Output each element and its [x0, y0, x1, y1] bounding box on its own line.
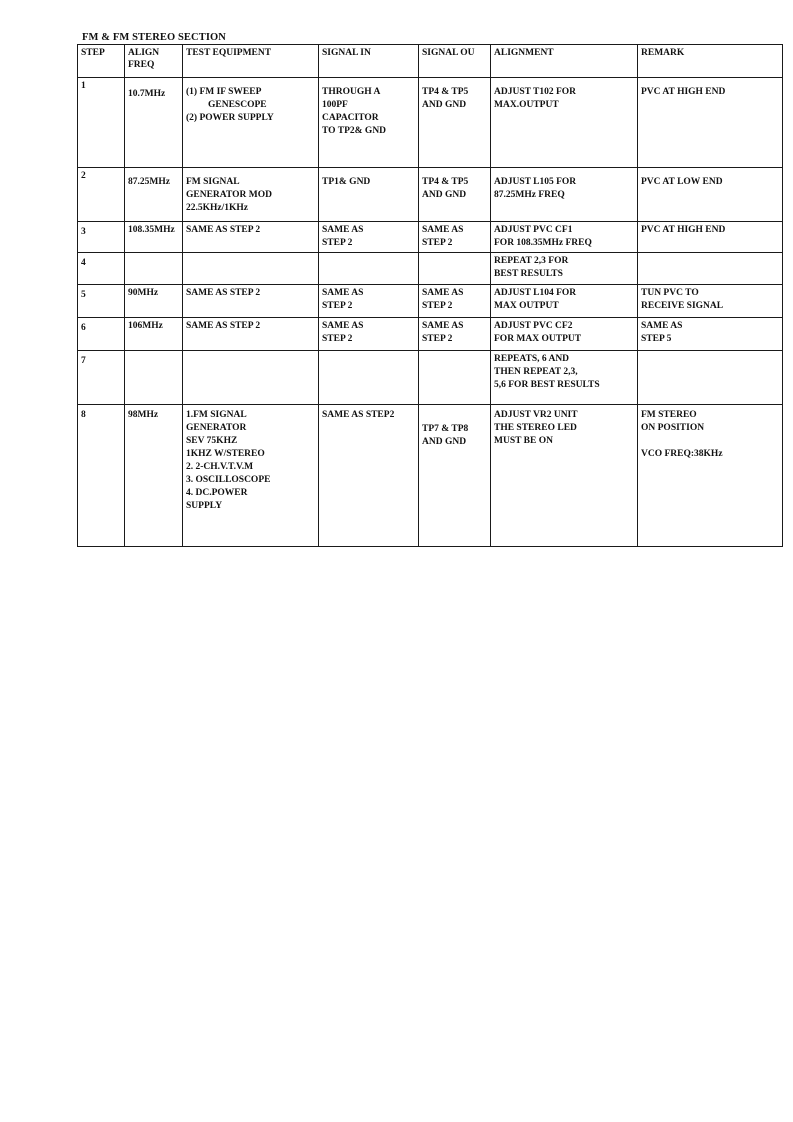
- alignment-line: THE STEREO LED: [494, 423, 577, 433]
- remark-line: SAME AS: [641, 321, 683, 331]
- header-align-freq: ALIGN FREQ: [125, 45, 183, 78]
- header-test-equipment: TEST EQUIPMENT: [183, 45, 319, 78]
- header-remark: REMARK: [638, 45, 783, 78]
- table-row: [78, 168, 783, 222]
- remark-line: ON POSITION: [641, 423, 705, 433]
- signal-out-line: AND GND: [422, 100, 467, 110]
- table-row: [78, 405, 783, 547]
- step-cell: 8: [78, 405, 125, 547]
- signal-out-line: STEP 2: [422, 238, 453, 248]
- table-row: [78, 318, 783, 351]
- signal-out-line: AND GND: [422, 437, 467, 447]
- equipment-line: GENESCOPE: [208, 100, 267, 110]
- equipment-line: 4. DC.POWER: [186, 488, 248, 498]
- alignment-line: 5,6 FOR BEST RESULTS: [494, 380, 600, 390]
- freq-cell: [125, 253, 183, 285]
- freq-cell: 90MHz: [125, 285, 183, 318]
- signal-out-line: TP7 & TP8: [422, 424, 469, 434]
- alignment-line: REPEATS, 6 AND: [494, 354, 570, 364]
- signal-in-cell: [319, 222, 419, 253]
- alignment-line: ADJUST PVC CF1: [494, 225, 573, 235]
- signal-in-line: STEP 2: [322, 238, 353, 248]
- alignment-line: 87.25MHz FREQ: [494, 190, 565, 200]
- freq-cell: 87.25MHz: [125, 168, 183, 222]
- header-row: [78, 45, 783, 78]
- header-alignment: ALIGNMENT: [491, 45, 638, 78]
- signal-in-cell: [319, 78, 419, 168]
- step-cell: 2: [78, 168, 125, 222]
- alignment-cell: [491, 78, 638, 168]
- signal-out-line: TP4 & TP5: [422, 177, 469, 187]
- equipment-line: 22.5KHz/1KHz: [186, 203, 249, 213]
- step-cell: 4: [78, 253, 125, 285]
- alignment-line: ADJUST T102 FOR: [494, 87, 576, 97]
- header-step: STEP: [78, 45, 125, 78]
- alignment-line: REPEAT 2,3 FOR: [494, 256, 569, 266]
- equipment-line: FM SIGNAL: [186, 177, 240, 187]
- alignment-line: ADJUST VR2 UNIT: [494, 410, 578, 420]
- remark-line: PVC AT HIGH END: [641, 87, 726, 97]
- header-signal-out: SIGNAL OU: [419, 45, 491, 78]
- signal-out-cell: [419, 405, 491, 547]
- alignment-cell: [491, 351, 638, 405]
- table-row: [78, 78, 783, 168]
- equipment-cell: [183, 285, 319, 318]
- equipment-cell: [183, 351, 319, 405]
- table-row: [78, 222, 783, 253]
- signal-in-line: STEP 2: [322, 334, 353, 344]
- alignment-cell: [491, 168, 638, 222]
- signal-out-cell: [419, 168, 491, 222]
- signal-out-line: SAME AS: [422, 288, 464, 298]
- signal-in-line: CAPACITOR: [322, 113, 379, 123]
- step-cell: 7: [78, 351, 125, 405]
- remark-line: PVC AT LOW END: [641, 177, 723, 187]
- remark-cell: [638, 405, 783, 547]
- equipment-cell: [183, 78, 319, 168]
- equipment-line: SUPPLY: [186, 501, 223, 511]
- equipment-line: SEV 75KHZ: [186, 436, 238, 446]
- equipment-line: 3. OSCILLOSCOPE: [186, 475, 271, 485]
- signal-out-line: SAME AS: [422, 225, 464, 235]
- header-signal-in: SIGNAL IN: [319, 45, 419, 78]
- alignment-line: MAX OUTPUT: [494, 301, 559, 311]
- alignment-table: [77, 44, 783, 547]
- alignment-cell: [491, 253, 638, 285]
- alignment-line: FOR MAX OUTPUT: [494, 334, 582, 344]
- signal-out-cell: [419, 285, 491, 318]
- signal-in-line: SAME AS: [322, 321, 364, 331]
- remark-line: VCO FREQ:38KHz: [641, 449, 723, 459]
- equipment-line: SAME AS STEP 2: [186, 225, 261, 235]
- signal-out-line: AND GND: [422, 190, 467, 200]
- step-cell: 5: [78, 285, 125, 318]
- signal-out-cell: [419, 351, 491, 405]
- section-title: FM & FM STEREO SECTION: [82, 32, 226, 43]
- table-row: [78, 285, 783, 318]
- remark-line: PVC AT HIGH END: [641, 225, 726, 235]
- freq-cell: 106MHz: [125, 318, 183, 351]
- remark-cell: [638, 168, 783, 222]
- remark-line: TUN PVC TO: [641, 288, 699, 298]
- remark-cell: [638, 222, 783, 253]
- equipment-cell: [183, 318, 319, 351]
- signal-out-cell: [419, 222, 491, 253]
- remark-line: STEP 5: [641, 334, 672, 344]
- step-cell: 3: [78, 222, 125, 253]
- signal-in-cell: [319, 168, 419, 222]
- freq-cell: [125, 351, 183, 405]
- alignment-line: ADJUST PVC CF2: [494, 321, 573, 331]
- equipment-line: 1.FM SIGNAL: [186, 410, 247, 420]
- step-cell: 1: [78, 78, 125, 168]
- signal-in-line: TO TP2& GND: [322, 126, 387, 136]
- alignment-line: MUST BE ON: [494, 436, 553, 446]
- equipment-line: GENERATOR MOD: [186, 190, 272, 200]
- signal-out-line: STEP 2: [422, 334, 453, 344]
- equipment-line: (2) POWER SUPPLY: [186, 113, 274, 123]
- alignment-cell: [491, 285, 638, 318]
- equipment-cell: [183, 222, 319, 253]
- alignment-cell: [491, 222, 638, 253]
- signal-in-line: STEP 2: [322, 301, 353, 311]
- signal-in-cell: [319, 318, 419, 351]
- equipment-cell: [183, 168, 319, 222]
- alignment-line: ADJUST L105 FOR: [494, 177, 577, 187]
- remark-line: FM STEREO: [641, 410, 697, 420]
- remark-cell: [638, 253, 783, 285]
- signal-in-cell: [319, 405, 419, 547]
- signal-in-line: SAME AS STEP2: [322, 410, 395, 420]
- equipment-line: SAME AS STEP 2: [186, 288, 261, 298]
- equipment-cell: [183, 405, 319, 547]
- alignment-line: BEST RESULTS: [494, 269, 563, 279]
- equipment-cell: [183, 253, 319, 285]
- equipment-line: 2. 2-CH.V.T.V.M: [186, 462, 254, 472]
- signal-in-line: SAME AS: [322, 225, 364, 235]
- table-row: [78, 253, 783, 285]
- equipment-line: GENERATOR: [186, 423, 247, 433]
- alignment-line: ADJUST L104 FOR: [494, 288, 577, 298]
- signal-out-cell: [419, 253, 491, 285]
- signal-out-cell: [419, 78, 491, 168]
- alignment-line: THEN REPEAT 2,3,: [494, 367, 578, 377]
- signal-in-line: SAME AS: [322, 288, 364, 298]
- alignment-cell: [491, 405, 638, 547]
- equipment-line: (1) FM IF SWEEP: [186, 87, 262, 97]
- freq-cell: 98MHz: [125, 405, 183, 547]
- remark-cell: [638, 351, 783, 405]
- signal-in-line: THROUGH A: [322, 87, 381, 97]
- signal-in-cell: [319, 285, 419, 318]
- freq-cell: 10.7MHz: [125, 78, 183, 168]
- remark-cell: [638, 318, 783, 351]
- signal-in-cell: [319, 351, 419, 405]
- table-row: [78, 351, 783, 405]
- remark-line: RECEIVE SIGNAL: [641, 301, 724, 311]
- signal-out-cell: [419, 318, 491, 351]
- remark-cell: [638, 78, 783, 168]
- freq-cell: 108.35MHz: [125, 222, 183, 253]
- alignment-cell: [491, 318, 638, 351]
- signal-in-cell: [319, 253, 419, 285]
- step-cell: 6: [78, 318, 125, 351]
- signal-out-line: SAME AS: [422, 321, 464, 331]
- signal-out-line: STEP 2: [422, 301, 453, 311]
- signal-in-line: 100PF: [322, 100, 348, 110]
- equipment-line: 1KHZ W/STEREO: [186, 449, 265, 459]
- alignment-line: MAX.OUTPUT: [494, 100, 559, 110]
- signal-in-line: TP1& GND: [322, 177, 371, 187]
- equipment-line: SAME AS STEP 2: [186, 321, 261, 331]
- remark-cell: [638, 285, 783, 318]
- signal-out-line: TP4 & TP5: [422, 87, 469, 97]
- alignment-line: FOR 108.35MHz FREQ: [494, 238, 592, 248]
